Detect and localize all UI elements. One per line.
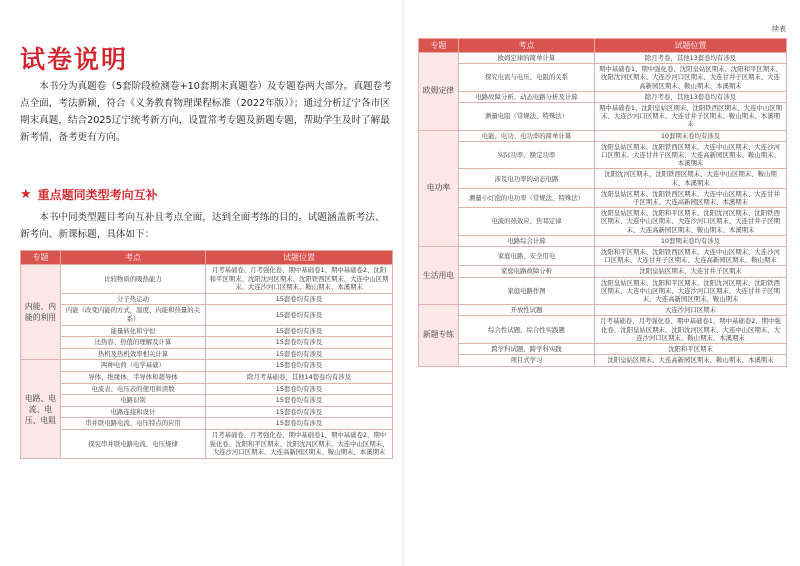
table-row [21, 429, 393, 458]
location-cell: 15套卷均有涉及 [206, 325, 393, 337]
table-row [419, 235, 787, 246]
point-cell: 电流的热效应、焦耳定律 [459, 208, 595, 236]
location-cell: 大连沙河口区期末 [595, 305, 787, 316]
table-row [419, 305, 787, 316]
table-row [21, 418, 393, 430]
section-paragraph: 本书中同类型题目考向互补且考点全面，达到全面考练的目的。试题涵盖新考法、新考向、新课标题，具体如下： [20, 212, 385, 240]
point-cell: 家庭电路作图 [459, 277, 595, 305]
table-row [419, 208, 787, 236]
topic-cell: 欧姆定律 [419, 53, 459, 131]
point-cell: 探究电流与电压、电阻的关系 [459, 64, 595, 92]
point-cell: 家庭电路故障分析 [459, 266, 595, 277]
topic-table-right [418, 38, 787, 367]
point-cell: 项目式学习 [459, 355, 595, 366]
point-cell: 热机及热机效率相关计算 [61, 348, 206, 360]
location-cell: 月考基础卷、月考强化卷、期中基础卷1、期中基础卷2、沈阳和平区期末、沈阳沈河区期末、沈阳铁西区期末、大连中山区期末、大连沙河口区期末、鞍山期末、本溪期末 [206, 265, 393, 294]
table-row [419, 169, 787, 188]
location-cell: 沈阳皇姑区期末、沈阳铁西区期末、大连中山区期末、大连沙河口区期末、大连甘井子区期末、大连高新园区期末、鞍山期末、本溪期末 [595, 141, 787, 169]
table-row [21, 406, 393, 418]
location-cell: 月考基础卷、月考强化卷、期中基础卷1、期中基础卷2、期中强化卷、沈阳和平区期末、沈阳沈河区期末、大连中山区期末、大连沙河口区期末、大连高新园区期末、鞍山期末、本溪期末 [206, 429, 393, 458]
point-cell: 测量小灯泡的电功率（常规法、特殊法） [459, 188, 595, 207]
location-cell: 15套卷均有涉及 [206, 337, 393, 349]
table-row [21, 348, 393, 360]
location-cell: 沈阳皇姑区期末、沈阳和平区期末、沈阳沈河区期末、沈阳铁西区期末、大连中山区期末、大连沙河口区期末、大连甘井子区期末、大连高新园区期末、鞍山期末、本溪期末 [595, 208, 787, 236]
header-topic: 专题 [21, 251, 61, 265]
topic-table-left [20, 250, 393, 459]
table-row [419, 266, 787, 277]
table-row [419, 188, 787, 207]
header-topic: 专题 [419, 39, 459, 53]
point-cell: 家庭电路、安全用电 [459, 247, 595, 266]
point-cell: 电流表、电压表的使用和读数 [61, 383, 206, 395]
table-row [419, 53, 787, 64]
location-cell: 沈阳皇姑区期末、大连甘井子区期末 [595, 266, 787, 277]
table-row [21, 383, 393, 395]
point-cell: 测量电阻（常规法、特殊法） [459, 103, 595, 131]
location-cell: 10套期末卷均有涉及 [595, 235, 787, 246]
table-row [21, 325, 393, 337]
intro-paragraph: 本书分为真题卷（5套阶段检测卷+10套期末真题卷）及专题卷两大部分。真题卷考点全面，考法新颖，符合《义务教育物理课程标准（2022年版）》；通过分析辽宁各市区期末真题，结合2025辽宁统考新方向，设置常考专题及新题专题，帮助学生及时了解最新考情，备考更有方向。 [20, 81, 392, 143]
location-cell: 月考基础卷、月考强化卷、期中基础卷1、期中基础卷2、期中强化卷、沈阳皇姑区期末、沈阳沈河区期末、大连中山区期末、大连沙河口区期末、鞍山期末、本溪期末 [595, 316, 787, 344]
point-cell: 分子热运动 [61, 293, 206, 305]
location-cell: 15套卷均有涉及 [206, 348, 393, 360]
point-cell: 电能、电功、电功率的简单计算 [459, 130, 595, 141]
location-cell: 期中基础卷1、沈阳皇姑区期末、沈阳铁西区期末、大连中山区期末、大连沙河口区期末、大连甘井子区期末、鞍山期末、本溪期末 [595, 103, 787, 131]
table-row [419, 344, 787, 355]
table-row [21, 305, 393, 325]
table-row [21, 265, 393, 294]
point-cell: 串并联电路电流、电压特点的应用 [61, 418, 206, 430]
section-heading [20, 186, 158, 203]
table-row [419, 64, 787, 92]
header-point: 考点 [459, 39, 595, 53]
table-row [419, 130, 787, 141]
location-cell: 沈阳皇姑区期末、沈阳铁西区期末、大连中山区期末、大连甘井子区期末、大连高新园区期末、本溪期末 [595, 188, 787, 207]
topic-cell: 电功率 [419, 130, 459, 246]
star-icon: ★ [20, 187, 32, 202]
location-cell: 除月考卷，其他13套卷均有涉及 [595, 91, 787, 102]
point-cell: 实际功率、额定功率 [459, 141, 595, 169]
table-row [419, 355, 787, 366]
location-cell: 15套卷均有涉及 [206, 360, 393, 372]
topic-cell: 新题专练 [419, 305, 459, 366]
table-row [21, 293, 393, 305]
point-cell: 导体、绝缘体、半导体和超导体 [61, 371, 206, 383]
location-cell: 15套卷均有涉及 [206, 305, 393, 325]
table-row [419, 91, 787, 102]
point-cell: 内能（改变内能的方式，温度、内能和热量的关系） [61, 305, 206, 325]
point-cell: 两种电荷（电学基础） [61, 360, 206, 372]
location-cell: 15套卷均有涉及 [206, 383, 393, 395]
location-cell: 期中基础卷1、期中强化卷、沈阳皇姑区期末、沈阳和平区期末、沈阳沈河区期末、大连沙河口区期末、大连甘井子区期末、大连高新园区期末、鞍山期末、本溪期末 [595, 64, 787, 92]
point-cell: 电路故障分析、动态电路分析及计算 [459, 91, 595, 102]
point-cell: 比较物质的吸热能力 [61, 265, 206, 294]
section-title: 重点题同类型考向互补 [37, 188, 158, 202]
table-row [21, 360, 393, 372]
location-cell: 15套卷均有涉及 [206, 395, 393, 407]
point-cell: 探究串并联电路电流、电压规律 [61, 429, 206, 458]
location-cell: 沈阳沈河区期末、沈阳铁西区期末、大连中山区期末、鞍山期末、本溪期末 [595, 169, 787, 188]
topic-cell: 内能、内能的利用 [21, 265, 61, 360]
point-cell: 涉及电功率的动态电路 [459, 169, 595, 188]
point-cell: 电路识别 [61, 395, 206, 407]
point-cell: 开放性试题 [459, 305, 595, 316]
point-cell: 电路综合计算 [459, 235, 595, 246]
left-page [14, 0, 396, 566]
table-row [21, 371, 393, 383]
page-fold [403, 0, 404, 566]
table-row [419, 316, 787, 344]
header-location: 试题位置 [206, 251, 393, 265]
continued-label: 续表 [772, 25, 786, 33]
location-cell: 沈阳皇姑区期末、大连高新园区期末、鞍山期末、本溪期末 [595, 355, 787, 366]
location-cell: 10套期末卷均有涉及 [595, 130, 787, 141]
location-cell: 15套卷均有涉及 [206, 418, 393, 430]
header-location: 试题位置 [595, 39, 787, 53]
table-row [419, 277, 787, 305]
point-cell: 欧姆定律的简单计算 [459, 53, 595, 64]
location-cell: 除月考基础卷，其他14套卷均有涉及 [206, 371, 393, 383]
point-cell: 跨学科试题、跨学科实践 [459, 344, 595, 355]
location-cell: 15套卷均有涉及 [206, 293, 393, 305]
point-cell: 综合性试题、综合性实践题 [459, 316, 595, 344]
topic-cell: 生活用电 [419, 247, 459, 305]
right-page [416, 0, 792, 566]
table-row [419, 247, 787, 266]
location-cell: 沈阳皇姑区期末、沈阳和平区期末、沈阳沈河区期末、沈阳铁西区期末、大连中山区期末、大连沙河口区期末、大连甘井子区期末、大连高新园区期末、鞍山期末 [595, 277, 787, 305]
location-cell: 沈阳和平区期末 [595, 344, 787, 355]
point-cell: 比热容、热值的理解及计算 [61, 337, 206, 349]
table-row [21, 337, 393, 349]
location-cell: 除月考卷，其他13套卷均有涉及 [595, 53, 787, 64]
table-row [419, 141, 787, 169]
location-cell: 15套卷均有涉及 [206, 406, 393, 418]
topic-cell: 电路、电流、电压、电阻 [21, 360, 61, 458]
header-point: 考点 [61, 251, 206, 265]
table-row [21, 395, 393, 407]
location-cell: 沈阳和平区期末、沈阳铁西区期末、大连中山区期末、大连沙河口区期末、大连甘井子区期末、大连高新园区期末、鞍山期末 [595, 247, 787, 266]
page-title: 试卷说明 [20, 45, 129, 74]
point-cell: 电路连接和设计 [61, 406, 206, 418]
point-cell: 能量转化和守恒 [61, 325, 206, 337]
table-row [419, 103, 787, 131]
